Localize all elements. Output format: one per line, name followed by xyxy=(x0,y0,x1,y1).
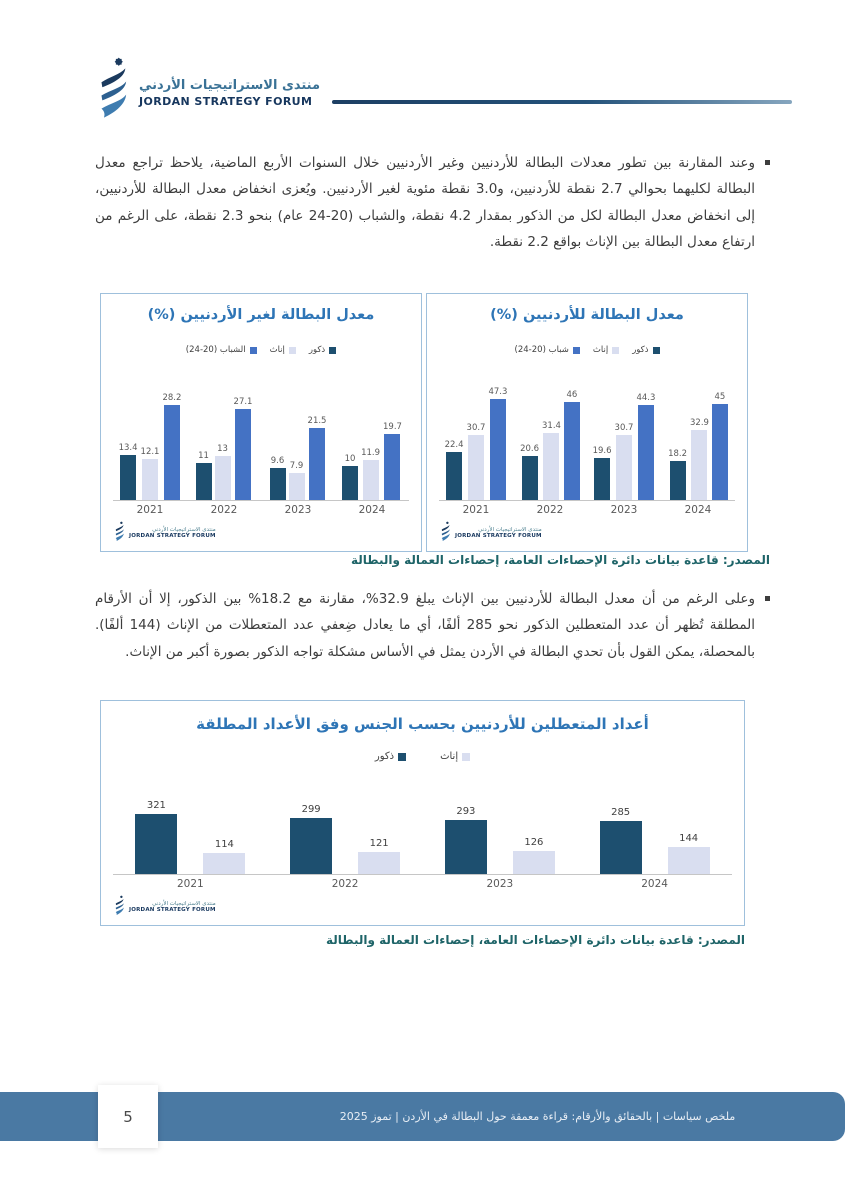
legend-item xyxy=(186,345,257,355)
bar-with-label xyxy=(361,448,380,500)
bar-with-label xyxy=(513,837,555,874)
x-axis-tick-label: 2024 xyxy=(641,878,668,890)
legend-label: ذكور xyxy=(308,345,326,355)
bar-with-label xyxy=(358,838,400,874)
legend-item xyxy=(515,345,580,355)
legend-item xyxy=(593,345,619,355)
bar-value-label: 20.6 xyxy=(520,444,539,454)
chart-title: معدل البطالة للأردنيين (%) xyxy=(490,307,684,323)
bar xyxy=(235,409,251,500)
bar-with-label xyxy=(203,839,245,874)
bar-value-label: 31.4 xyxy=(542,421,561,431)
legend-label: إناث xyxy=(440,751,459,762)
x-axis-labels xyxy=(113,504,409,516)
bar-with-label xyxy=(520,444,539,500)
bar-group-cell xyxy=(335,422,409,500)
bar-group-cell xyxy=(113,393,187,500)
chart-title: أعداد المتعطلين للأردنيين بحسب الجنس وفق الأعداد المطلقة xyxy=(196,715,649,733)
bar-group xyxy=(445,806,555,874)
brand-name-arabic: منتدى الاستراتيجيات الأردني xyxy=(139,78,321,93)
legend-item xyxy=(440,751,470,762)
bar xyxy=(120,455,136,500)
bar-with-label xyxy=(342,454,358,500)
bar-group xyxy=(445,387,508,500)
chart-legend xyxy=(427,345,747,355)
bar xyxy=(616,435,632,500)
bar-with-label xyxy=(196,451,212,500)
bar-with-label xyxy=(564,390,580,500)
source-note: المصدر: قاعدة بيانات دائرة الإحصاءات العامة، إحصاءات العمالة والبطالة xyxy=(325,933,745,947)
chart-plot-area xyxy=(439,361,735,500)
bar-group-cell xyxy=(577,807,732,874)
bar-with-label xyxy=(383,422,402,500)
bar-with-label xyxy=(690,418,709,500)
bar-value-label: 321 xyxy=(146,800,166,811)
chart-jordanians-unemployment xyxy=(426,293,748,552)
legend-swatch xyxy=(462,753,470,761)
bar-with-label xyxy=(712,392,728,500)
paragraph-unemployment-comparison xyxy=(95,150,770,255)
bar-value-label: 19.7 xyxy=(383,422,402,432)
bar xyxy=(142,459,158,500)
bar-with-label xyxy=(215,444,231,500)
bar-value-label: 21.5 xyxy=(307,416,327,426)
jsf-mini-logo xyxy=(114,521,421,545)
bar-value-label: 30.7 xyxy=(614,423,634,433)
bar-value-label: 13.4 xyxy=(118,443,138,453)
bar xyxy=(691,430,707,500)
bar-with-label xyxy=(135,800,177,874)
mini-brand-english: JORDAN STRATEGY FORUM xyxy=(129,907,216,913)
jsf-swoosh-icon xyxy=(95,56,131,130)
x-axis-tick-label: 2022 xyxy=(536,504,564,516)
bar-value-label: 22.4 xyxy=(444,440,464,450)
mini-brand-english: JORDAN STRATEGY FORUM xyxy=(129,533,216,539)
bar xyxy=(358,852,400,874)
bar xyxy=(164,405,180,500)
bar xyxy=(446,452,462,500)
bar-with-label xyxy=(141,447,160,500)
bar-value-label: 121 xyxy=(369,838,389,849)
bar-value-label: 144 xyxy=(679,833,699,844)
legend-swatch xyxy=(398,753,406,761)
legend-item xyxy=(270,345,296,355)
legend-label: إناث xyxy=(592,345,609,355)
legend-swatch xyxy=(573,347,580,354)
header-divider xyxy=(332,100,792,104)
bar-group xyxy=(270,416,327,500)
bar-group xyxy=(119,393,182,500)
bar-with-label xyxy=(119,443,138,500)
charts-row xyxy=(100,293,748,552)
paragraph-text: وعلى الرغم من أن معدل البطالة للأردنيين بين الإناث يبلغ 32.9%، مقارنة مع 18.2% بين الذكور، إلا أن الأرقام المطلقة تُظهر أن عدد المتعطلين الذكور نحو 285 ألفًا، أي ما يعادل ضِعفي عدد المتعطلات من الإناث (144 ألفًا). بالمحصلة، يمكن القول بأن تحدي البطالة في الأردن يمثل في الأساس مشكلة تواجه الذكور بصورة أكبر من الإناث. xyxy=(95,591,756,660)
bar xyxy=(215,456,231,500)
chart-title: معدل البطالة لغير الأردنيين (%) xyxy=(147,307,375,323)
bar-group-cell xyxy=(439,387,513,500)
bar-with-label xyxy=(270,456,286,500)
bullet-icon xyxy=(765,160,770,165)
bar-value-label: 46 xyxy=(566,390,578,400)
jsf-logo xyxy=(95,56,320,130)
bar xyxy=(564,402,580,500)
chart-plot-area xyxy=(113,361,409,500)
x-axis-tick-label: 2024 xyxy=(358,504,386,516)
bar-value-label: 18.2 xyxy=(668,449,687,459)
bar-value-label: 13 xyxy=(217,444,228,454)
x-axis-tick-label: 2021 xyxy=(177,878,204,890)
chart-legend xyxy=(101,751,744,762)
bar-group-cell xyxy=(261,416,335,500)
chart-plot-area xyxy=(113,768,732,874)
bar-value-label: 285 xyxy=(611,807,631,818)
bar-with-label xyxy=(668,449,687,500)
bar-value-label: 45 xyxy=(714,392,726,402)
x-axis-tick-label: 2022 xyxy=(210,504,238,516)
jsf-swoosh-icon xyxy=(440,521,451,545)
bar-with-label xyxy=(615,423,634,500)
footer-title: ملخص سياسات | بالحقائق والأرقام: قراءة معمقة حول البطالة في الأردن | تموز 2025 xyxy=(339,1110,736,1123)
legend-swatch xyxy=(653,347,660,354)
bar-value-label: 10 xyxy=(344,454,356,464)
bar xyxy=(543,433,559,500)
x-axis-tick-label: 2022 xyxy=(331,878,359,890)
chart-non-jordanians-unemployment xyxy=(100,293,422,552)
bar-value-label: 32.9 xyxy=(690,418,709,428)
bar-group-cell xyxy=(661,392,735,500)
bar xyxy=(290,818,332,874)
bar-with-label xyxy=(290,804,332,874)
mini-brand-arabic: منتدى الاستراتيجيات الأردني xyxy=(152,527,216,533)
bar-value-label: 44.3 xyxy=(636,393,656,403)
legend-label: الشباب (20-24) xyxy=(185,345,246,355)
bar-value-label: 126 xyxy=(524,837,544,848)
x-axis-labels xyxy=(439,504,735,516)
bar-with-label xyxy=(593,446,612,500)
bar xyxy=(384,434,400,500)
x-axis-line xyxy=(113,500,409,501)
legend-label: شباب (20-24) xyxy=(514,345,569,355)
page-number: 5 xyxy=(98,1085,158,1148)
bar-with-label xyxy=(162,393,181,500)
jsf-mini-logo xyxy=(440,521,747,545)
bar xyxy=(270,468,286,500)
chart-unemployed-counts xyxy=(100,700,745,926)
legend-label: إناث xyxy=(269,345,285,355)
bar xyxy=(594,458,610,500)
legend-item xyxy=(375,751,406,762)
bar-group xyxy=(668,392,728,500)
x-axis-tick-label: 2021 xyxy=(462,504,490,516)
chart-legend xyxy=(101,345,421,355)
bar xyxy=(289,473,305,500)
x-axis-tick-label: 2021 xyxy=(136,504,164,516)
legend-item xyxy=(309,345,336,355)
x-axis-labels xyxy=(113,878,732,890)
bar-value-label: 30.7 xyxy=(466,423,486,433)
bar-with-label xyxy=(289,461,305,500)
mini-brand-arabic: منتدى الاستراتيجيات الأردني xyxy=(152,901,216,907)
x-axis-line xyxy=(439,500,735,501)
legend-swatch xyxy=(289,347,296,354)
jsf-swoosh-icon xyxy=(114,895,125,919)
bar-group xyxy=(196,397,253,500)
bar-group xyxy=(342,422,402,500)
bar-value-label: 11 xyxy=(198,451,209,461)
bar-value-label: 12.1 xyxy=(140,447,160,457)
bar-with-label xyxy=(308,416,327,500)
bar-group xyxy=(593,393,656,500)
bar xyxy=(363,460,379,500)
bar-value-label: 47.3 xyxy=(488,387,508,397)
bar-with-label xyxy=(668,833,710,874)
bar-with-label xyxy=(488,387,507,500)
bar-group-cell xyxy=(187,397,261,500)
jsf-swoosh-icon xyxy=(114,521,125,545)
jsf-mini-logo xyxy=(114,895,744,919)
legend-item xyxy=(632,345,659,355)
bar xyxy=(196,463,212,500)
bar xyxy=(309,428,325,500)
bar-value-label: 11.9 xyxy=(361,448,380,458)
mini-brand-english: JORDAN STRATEGY FORUM xyxy=(455,533,542,539)
legend-swatch xyxy=(612,347,619,354)
brand-name-english: JORDAN STRATEGY FORUM xyxy=(139,95,313,108)
bar-group xyxy=(135,800,245,874)
bar xyxy=(203,853,245,874)
bar xyxy=(522,456,538,500)
x-axis-line xyxy=(113,874,732,875)
bar-with-label xyxy=(636,393,655,500)
bar xyxy=(342,466,358,500)
bullet-icon xyxy=(765,596,770,601)
bar-with-label xyxy=(445,806,487,874)
bar-value-label: 28.2 xyxy=(162,393,182,403)
bar-value-label: 293 xyxy=(456,806,476,817)
mini-brand-arabic: منتدى الاستراتيجيات الأردني xyxy=(478,527,542,533)
legend-label: ذكور xyxy=(374,751,395,762)
bar-value-label: 114 xyxy=(214,839,234,850)
bar-value-label: 9.6 xyxy=(270,456,285,466)
bar xyxy=(445,820,487,874)
legend-label: ذكور xyxy=(632,345,649,355)
bar-group xyxy=(600,807,710,874)
bar xyxy=(670,461,686,500)
legend-swatch xyxy=(250,347,257,354)
bar-group-cell xyxy=(113,800,268,874)
x-axis-tick-label: 2023 xyxy=(284,504,312,516)
source-note: المصدر: قاعدة بيانات دائرة الإحصاءات العامة، إحصاءات العمالة والبطالة xyxy=(350,553,770,567)
bar-with-label xyxy=(542,421,561,500)
bar-group-cell xyxy=(423,806,578,874)
bar-value-label: 299 xyxy=(301,804,321,815)
bar-value-label: 7.9 xyxy=(289,461,304,471)
bar xyxy=(668,847,710,874)
bar xyxy=(600,821,642,874)
bar-group-cell xyxy=(587,393,661,500)
bar xyxy=(638,405,654,500)
x-axis-tick-label: 2023 xyxy=(486,878,514,890)
bar-value-label: 27.1 xyxy=(233,397,253,407)
paragraph-absolute-numbers xyxy=(95,586,770,665)
bar-value-label: 19.6 xyxy=(592,446,612,456)
bar-with-label xyxy=(234,397,253,500)
bar-with-label xyxy=(600,807,642,874)
bar xyxy=(135,814,177,874)
bar xyxy=(712,404,728,500)
bar xyxy=(513,851,555,874)
bar-group-cell xyxy=(268,804,423,874)
bar-with-label xyxy=(445,440,464,500)
legend-swatch xyxy=(329,347,336,354)
bar-group-cell xyxy=(513,390,587,500)
bar-group xyxy=(290,804,400,874)
bar-with-label xyxy=(467,423,486,500)
bar xyxy=(468,435,484,500)
bar-group xyxy=(520,390,580,500)
x-axis-tick-label: 2023 xyxy=(610,504,638,516)
bar xyxy=(490,399,506,500)
x-axis-tick-label: 2024 xyxy=(684,504,712,516)
paragraph-text: وعند المقارنة بين تطور معدلات البطالة للأردنيين وغير الأردنيين خلال السنوات الأربع الماضية، يلاحظ تراجع معدل البطالة لكليهما بحوالي 2.7 نقطة للأردنيين، و3.0 نقطة مئوية لغير الأردنيين. ويُعزى انخفاض معدل البطالة للأردنيين، إلى انخفاض معدل البطالة لكل من الذكور بمقدار 4.2 نقطة، والشباب (20-24 عام) بنحو 2.3 نقطة، على الرغم من ارتفاع معدل البطالة بين الإناث بواقع 2.2 نقطة. xyxy=(95,155,756,250)
